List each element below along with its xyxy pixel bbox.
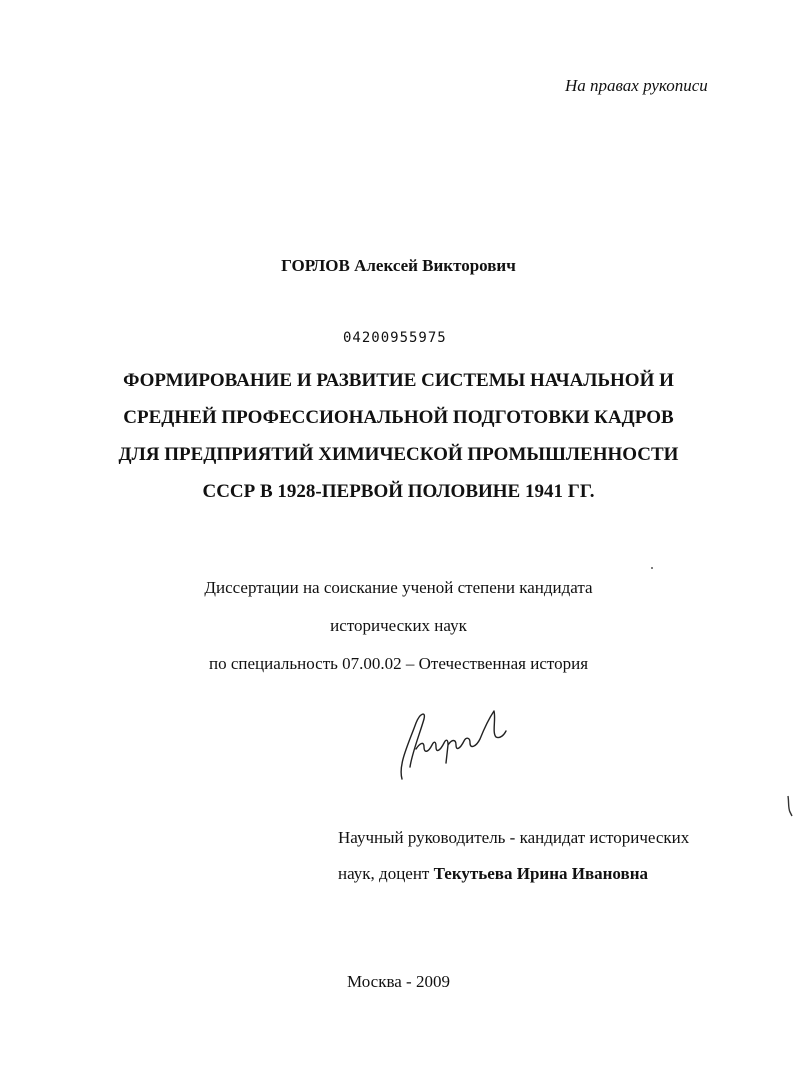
scientific-advisor xyxy=(338,828,689,900)
title-line: ДЛЯ ПРЕДПРИЯТИЙ ХИМИЧЕСКОЙ ПРОМЫШЛЕННОСТИ xyxy=(118,444,679,465)
dissertation-title xyxy=(0,362,797,510)
catalog-code: 04200955975 xyxy=(343,330,447,346)
author-given-names: Алексей Викторович xyxy=(354,256,516,275)
author-surname: ГОРЛОВ xyxy=(281,256,350,275)
title-line: СРЕДНЕЙ ПРОФЕССИОНАЛЬНОЙ ПОДГОТОВКИ КАДРОВ xyxy=(123,407,674,428)
degree-description xyxy=(0,578,797,692)
advisor-name: Текутьева Ирина Ивановна xyxy=(433,864,648,883)
title-line: ФОРМИРОВАНИЕ И РАЗВИТИЕ СИСТЕМЫ НАЧАЛЬНОЙ И xyxy=(123,370,674,391)
degree-line: исторических наук xyxy=(330,616,467,635)
advisor-line-2 xyxy=(338,864,689,900)
advisor-line: Научный руководитель - кандидат исторических xyxy=(338,828,690,847)
title-line: СССР В 1928-ПЕРВОЙ ПОЛОВИНЕ 1941 ГГ. xyxy=(202,481,595,502)
scan-mark xyxy=(786,794,794,818)
city-year: Москва - 2009 xyxy=(347,972,450,991)
author-signature xyxy=(390,705,510,785)
degree-line: по специальность 07.00.02 – Отечественная история xyxy=(208,654,589,673)
scan-speck xyxy=(651,567,653,569)
author-name xyxy=(0,256,797,276)
advisor-title: наук, доцент xyxy=(338,864,430,883)
degree-line: Диссертации на соискание ученой степени кандидата xyxy=(204,578,593,597)
rights-note: На правах рукописи xyxy=(565,76,708,95)
